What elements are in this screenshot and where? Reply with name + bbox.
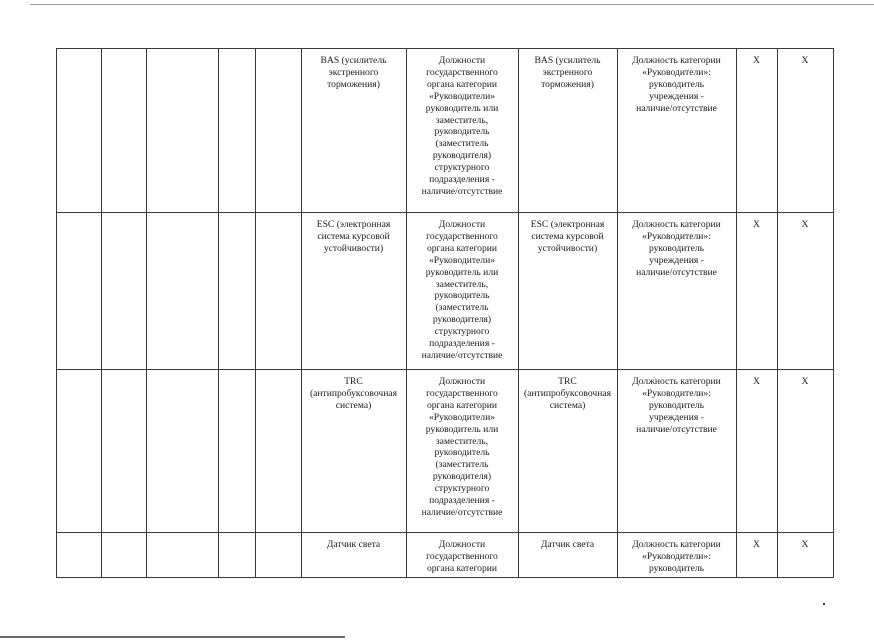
cell-line: Должности <box>438 539 486 550</box>
cell-line: экстренного <box>542 66 593 78</box>
cell-line: система курсовой <box>317 230 390 242</box>
position-cell <box>406 55 518 198</box>
cell-line: учреждения - <box>649 411 704 423</box>
cell-line: Должности <box>438 55 486 66</box>
cell-mark: X <box>753 376 760 387</box>
cell-mark: X <box>801 219 809 230</box>
scan-speck <box>823 603 825 605</box>
cell-line: государственного <box>426 550 498 562</box>
cell-line: «Руководители»: <box>642 387 711 399</box>
position-cell-2 <box>617 539 736 575</box>
cell-line: BAS (усилитель <box>320 55 387 66</box>
cell-line: руководитель <box>434 126 490 138</box>
cell-line: BAS (усилитель <box>534 55 601 66</box>
cell-line: руководитель <box>648 562 705 574</box>
cell-line: TRC <box>558 376 577 387</box>
cell-line: «Руководители»: <box>642 66 711 78</box>
page-bottom-edge <box>0 636 345 638</box>
feature-cell-2 <box>518 55 617 91</box>
cell-mark: X <box>801 376 809 387</box>
feature-cell-2 <box>518 219 617 255</box>
cell-line: наличие/отсутствие <box>636 102 717 114</box>
cell-line: экстренного <box>328 66 379 78</box>
cell-line: наличие/отсутствие <box>421 349 503 361</box>
cell-line: устойчивости) <box>323 242 384 254</box>
cell-mark: X <box>753 219 760 230</box>
cell-line: «Руководители»: <box>642 230 711 242</box>
mark-cell-1 <box>736 219 777 231</box>
cell-line: Датчик света <box>326 539 381 550</box>
cell-line: торможения) <box>327 78 380 90</box>
requirements-table <box>56 48 834 578</box>
mark-cell-2 <box>777 55 833 67</box>
cell-line: (антипробуксовочная <box>309 387 398 399</box>
cell-line: органа категории <box>426 562 498 574</box>
cell-line: «Руководители» <box>428 411 496 423</box>
table-row <box>56 212 834 369</box>
cell-line: Должность категории <box>632 539 721 550</box>
cell-line: (заместитель <box>435 302 489 314</box>
cell-line: подразделения - <box>429 495 495 507</box>
cell-line: «Руководители» <box>428 90 496 102</box>
cell-line: государственного <box>426 387 498 399</box>
feature-cell <box>301 219 406 255</box>
position-cell-2 <box>617 376 736 436</box>
cell-line: руководителя) <box>432 150 492 162</box>
cell-line: структурного <box>434 162 490 174</box>
cell-line: (заместитель <box>435 459 489 471</box>
cell-line: подразделения - <box>429 174 495 186</box>
cell-line: руководитель <box>648 78 705 90</box>
cell-line: устойчивости) <box>537 242 598 254</box>
position-cell <box>406 376 518 519</box>
cell-line: структурного <box>434 483 490 495</box>
cell-line: (антипробуксовочная <box>523 387 612 399</box>
feature-cell-2 <box>518 376 617 412</box>
cell-line: Должность категории <box>632 219 721 230</box>
mark-cell-2 <box>777 376 833 388</box>
mark-cell-1 <box>736 539 777 551</box>
cell-line: ESC (электронная <box>316 219 391 230</box>
cell-line: руководитель или <box>425 102 499 114</box>
mark-cell-1 <box>736 376 777 388</box>
cell-line: подразделения - <box>429 338 495 350</box>
position-cell <box>406 539 518 575</box>
cell-line: Датчик света <box>540 539 595 550</box>
feature-cell <box>301 55 406 91</box>
cell-line: руководителя) <box>432 471 492 483</box>
table-row <box>56 369 834 532</box>
page-top-edge <box>30 4 874 5</box>
feature-cell-2 <box>518 539 617 551</box>
cell-line: ESC (электронная <box>530 219 605 230</box>
cell-line: наличие/отсутствие <box>421 506 503 518</box>
table-row <box>56 48 834 212</box>
position-cell-2 <box>617 55 736 115</box>
cell-line: Должности <box>438 219 486 230</box>
table-row <box>56 532 834 578</box>
cell-line: заместитель, <box>435 435 489 447</box>
cell-line: органа категории <box>426 399 498 411</box>
cell-line: государственного <box>426 230 498 242</box>
cell-line: TRC <box>344 376 363 387</box>
feature-cell <box>301 376 406 412</box>
cell-line: система) <box>335 399 372 411</box>
cell-mark: X <box>801 55 809 66</box>
mark-cell-1 <box>736 55 777 67</box>
cell-line: наличие/отсутствие <box>636 266 717 278</box>
cell-line: Должности <box>438 376 486 387</box>
position-cell <box>406 219 518 362</box>
cell-line: структурного <box>434 326 490 338</box>
cell-line: органа категории <box>426 78 498 90</box>
cell-line: система) <box>549 399 586 411</box>
cell-line: система курсовой <box>531 230 604 242</box>
cell-line: заместитель, <box>435 114 489 126</box>
cell-line: торможения) <box>541 78 594 90</box>
mark-cell-2 <box>777 539 833 551</box>
cell-line: руководитель <box>648 399 705 411</box>
cell-line: заместитель, <box>435 278 489 290</box>
position-cell-2 <box>617 219 736 279</box>
cell-line: руководитель <box>434 290 490 302</box>
cell-line: Должность категории <box>632 55 721 66</box>
feature-cell <box>301 539 406 551</box>
cell-line: руководитель <box>648 242 705 254</box>
cell-line: руководитель или <box>425 423 499 435</box>
cell-line: учреждения - <box>649 90 704 102</box>
mark-cell-2 <box>777 219 833 231</box>
cell-line: руководителя) <box>432 314 492 326</box>
cell-line: учреждения - <box>649 254 704 266</box>
cell-mark: X <box>753 539 760 550</box>
cell-line: Должность категории <box>632 376 721 387</box>
cell-line: органа категории <box>426 242 498 254</box>
cell-line: (заместитель <box>435 138 489 150</box>
cell-line: руководитель или <box>425 266 499 278</box>
cell-line: «Руководители»: <box>642 550 711 562</box>
cell-line: «Руководители» <box>428 254 496 266</box>
cell-mark: X <box>753 55 760 66</box>
cell-line: государственного <box>426 66 498 78</box>
cell-line: руководитель <box>434 447 490 459</box>
cell-line: наличие/отсутствие <box>636 423 717 435</box>
cell-mark: X <box>801 539 809 550</box>
cell-line: наличие/отсутствие <box>421 185 503 197</box>
